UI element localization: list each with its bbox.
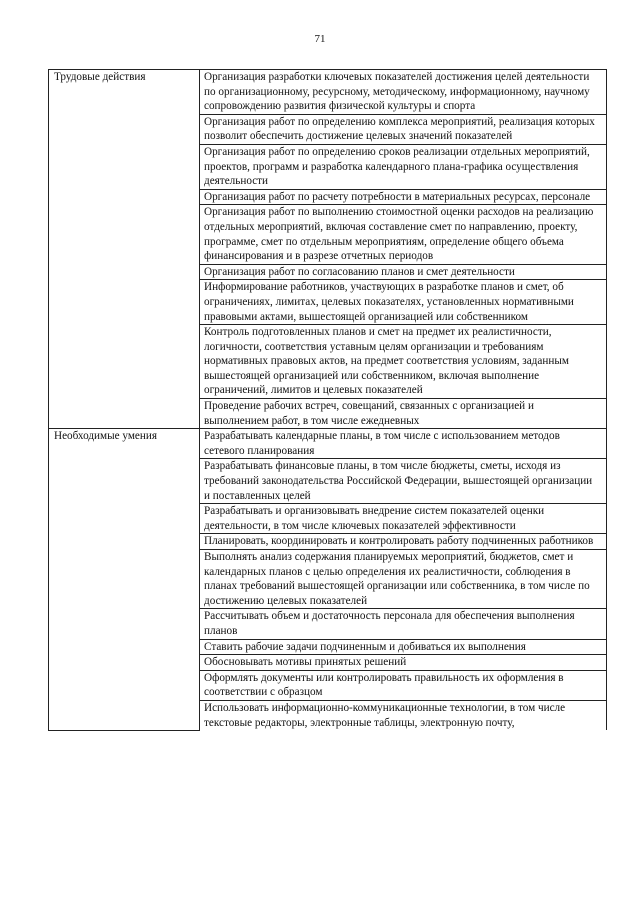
- table-cell: Контроль подготовленных планов и смет на предмет их реалистичности, логичности, соответствия уставным целям организации и требованиям нормативных правовых актов, на предмет соответствия условиям, заданным вышестоящей организацией или собственником, включая выполнение ограничений, лимитов и целевых показателей: [200, 325, 607, 399]
- section-label-required-skills: Необходимые умения: [49, 429, 200, 730]
- table-cell: Организация разработки ключевых показателей достижения целей деятельности по организационному, ресурсному, методическому, информационному, научному сопровождению развития физической культуры и спорта: [200, 70, 607, 115]
- table-cell: Обосновывать мотивы принятых решений: [200, 655, 607, 671]
- table-cell: Разрабатывать финансовые планы, в том числе бюджеты, сметы, исходя из требований законодательства Российской Федерации, вышестоящей организации и поставленных целей: [200, 459, 607, 504]
- table-row: [49, 70, 607, 115]
- table-cell: Планировать, координировать и контролировать работу подчиненных работников: [200, 534, 607, 550]
- table-cell: Организация работ по выполнению стоимостной оценки расходов на реализацию отдельных мероприятий, включая составление смет по направлению, проекту, программе, смет по отдельным мероприятиям, определение общего объема финансирования и в разрезе отчетных периодов: [200, 205, 607, 264]
- table-cell: Организация работ по определению комплекса мероприятий, реализация которых позволит обеспечить достижение целевых значений показателей: [200, 114, 607, 144]
- table-cell: Ставить рабочие задачи подчиненным и добиваться их выполнения: [200, 639, 607, 655]
- table-cell: Рассчитывать объем и достаточность персонала для обеспечения выполнения планов: [200, 609, 607, 639]
- section-label-labor-actions: Трудовые действия: [49, 70, 200, 429]
- table-cell: Выполнять анализ содержания планируемых мероприятий, бюджетов, смет и календарных планов с целью определения их реалистичности, соблюдения в планах требований вышестоящей организации или собственника, в том числе по достижению целевых показателей: [200, 550, 607, 609]
- table-cell: Организация работ по согласованию планов и смет деятельности: [200, 264, 607, 280]
- table-row: [49, 429, 607, 459]
- table-cell: Организация работ по расчету потребности в материальных ресурсах, персонале: [200, 189, 607, 205]
- page-number: 71: [314, 33, 326, 45]
- table-cell: Использовать информационно-коммуникационные технологии, в том числе текстовые редакторы, электронные таблицы, электронную почту,: [200, 700, 607, 730]
- table-cell: Разрабатывать календарные планы, в том числе с использованием методов сетевого планирования: [200, 429, 607, 459]
- table-cell: Проведение рабочих встреч, совещаний, связанных с организацией и выполнением работ, в том числе ежедневных: [200, 399, 607, 429]
- table-cell: Оформлять документы или контролировать правильность их оформления в соответствии с образцом: [200, 670, 607, 700]
- table-cell: Разрабатывать и организовывать внедрение систем показателей оценки деятельности, в том числе ключевых показателей эффективности: [200, 504, 607, 534]
- table-cell: Организация работ по определению сроков реализации отдельных мероприятий, проектов, программ и разработка календарного плана-графика осуществления деятельности: [200, 144, 607, 189]
- competency-table: [48, 69, 607, 731]
- table-cell: Информирование работников, участвующих в разработке планов и смет, об ограничениях, лимитах, целевых показателях, установленных нормативными правовыми актами, вышестоящей организацией или собственником: [200, 280, 607, 325]
